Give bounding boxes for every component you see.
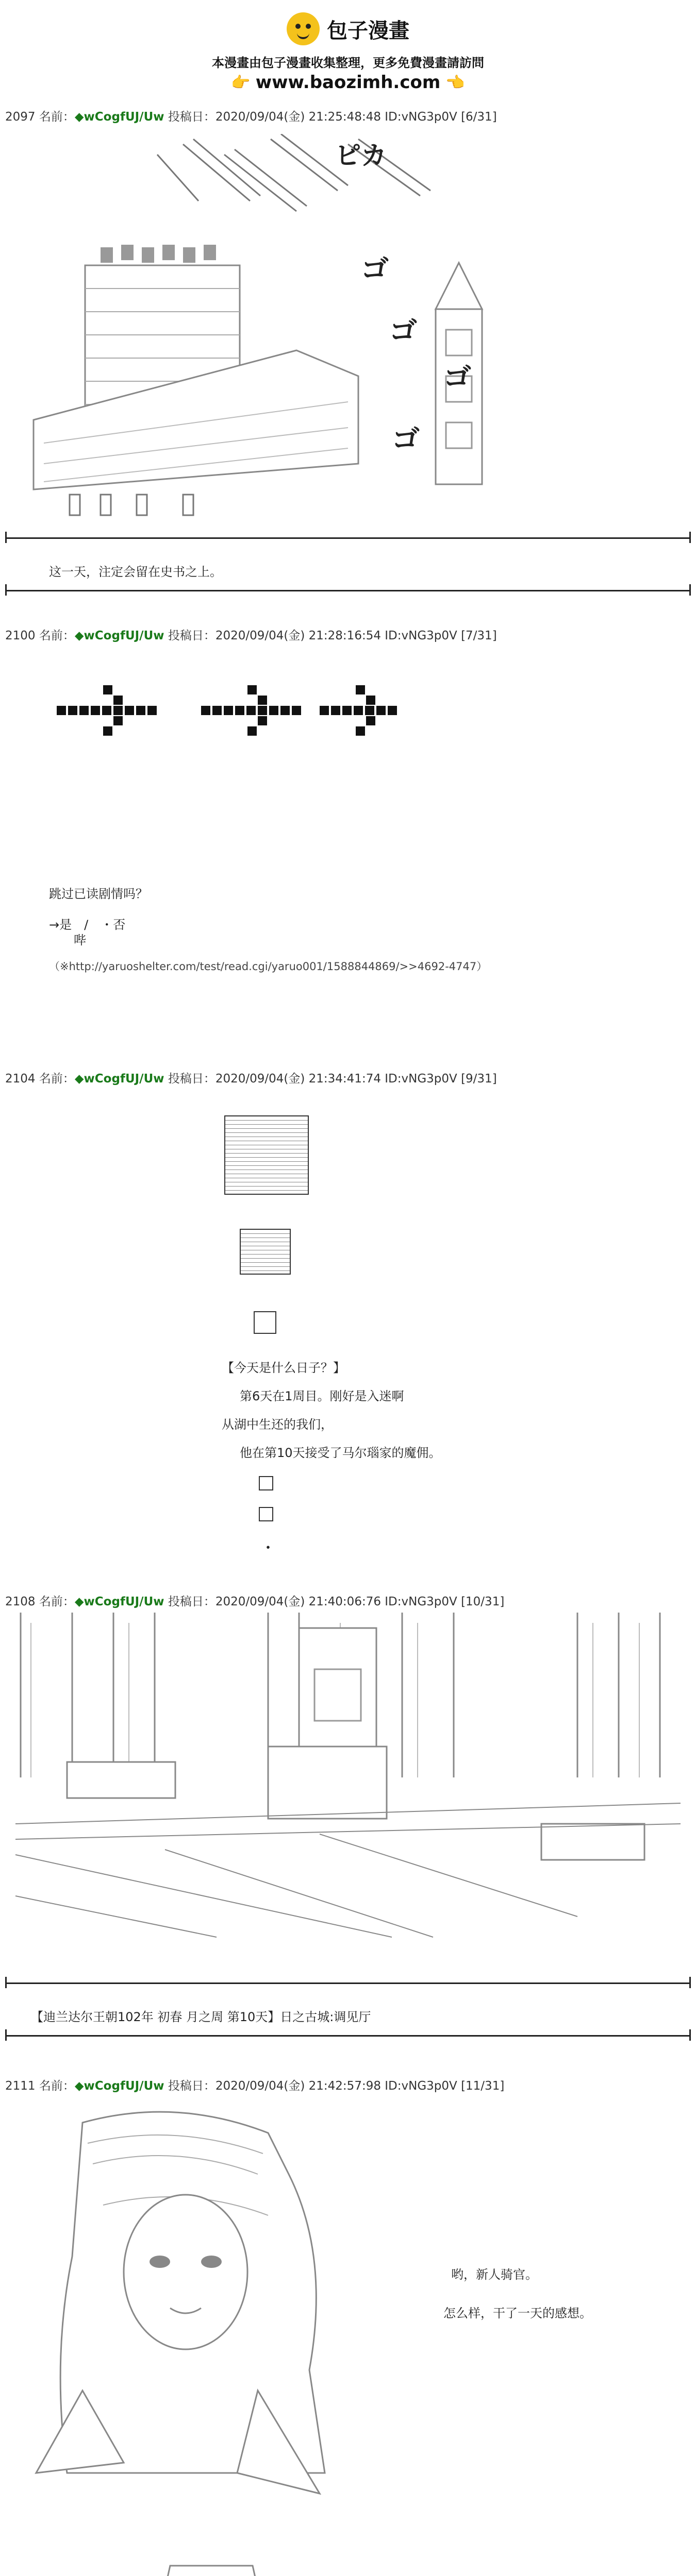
divider — [5, 2035, 691, 2037]
post-header — [5, 626, 497, 643]
post-author: ◆wCogfUJ/Uw — [74, 629, 164, 642]
audience-hall-ascii-art — [10, 1607, 686, 1968]
divider-end — [5, 1977, 7, 1988]
post-header — [5, 1592, 504, 1609]
pointing-right-icon: 👉 — [231, 73, 251, 92]
dialog-line: 哟，新人骑官。 — [451, 2267, 538, 2282]
sfx-flash: ピカ — [335, 141, 387, 171]
divider-end — [689, 584, 691, 596]
square-icon — [259, 1476, 273, 1490]
post-number[interactable]: 2104 — [5, 1072, 36, 1086]
post-author: ◆wCogfUJ/Uw — [74, 1072, 164, 1086]
divider-end — [689, 2029, 691, 2041]
divider — [5, 590, 691, 591]
dialog-sfx: 哔 — [49, 933, 86, 947]
post-number[interactable]: 2111 — [5, 2079, 36, 2093]
castle-ascii-art — [28, 134, 544, 531]
post-name-label: 名前： — [39, 110, 75, 124]
post-date: 投稿日：2020/09/04(金) 21:42:57:98 ID:vNG3p0V [11/31] — [168, 2079, 505, 2093]
logo-text: 包子漫畫 — [327, 19, 409, 43]
sfx-rumble: ゴ — [392, 423, 420, 455]
post-author: ◆wCogfUJ/Uw — [74, 2079, 164, 2093]
sfx-rumble: ゴ — [361, 253, 389, 285]
narration-text: 第6天在1周目。刚好是入迷啊 — [240, 1389, 404, 1403]
post-author: ◆wCogfUJ/Uw — [74, 1595, 164, 1608]
site-url[interactable]: www.baozimh.com — [255, 72, 441, 93]
banner-slogan: 本漫畫由包子漫畫收集整理，更多免費漫畫請訪問 — [212, 56, 484, 70]
site-url-row[interactable] — [0, 72, 696, 93]
ellipsis-dot: ・ — [260, 1539, 276, 1557]
source-link[interactable]: （※http://yaruoshelter.com/test/read.cgi/yaruo001/1588844869/>>4692-4747） — [49, 960, 488, 973]
post-name-label: 名前： — [39, 1072, 75, 1086]
post-date: 投稿日：2020/09/04(金) 21:40:06:76 ID:vNG3p0V [10/31] — [168, 1595, 505, 1608]
document-icon — [224, 1115, 309, 1195]
post-date: 投稿日：2020/09/04(金) 21:25:48:48 ID:vNG3p0V [6/31] — [168, 110, 497, 124]
site-banner — [0, 0, 696, 98]
post-name-label: 名前： — [39, 629, 75, 642]
post-name-label: 名前： — [39, 1595, 75, 1608]
divider — [5, 537, 691, 539]
document-icon — [240, 1229, 291, 1275]
narration-text: 这一天，注定会留在史书之上。 — [49, 565, 222, 579]
dialog-line: 怎么样，干了一天的感想。 — [443, 2306, 592, 2320]
sfx-rumble: ゴ — [443, 361, 471, 394]
square-icon — [259, 1507, 273, 1521]
divider-end — [689, 1977, 691, 1988]
logo-row — [0, 12, 696, 45]
dialog-question: 跳过已读剧情吗？ — [49, 887, 148, 901]
post-date: 投稿日：2020/09/04(金) 21:34:41:74 ID:vNG3p0V [9/31] — [168, 1072, 497, 1086]
post-number[interactable]: 2097 — [5, 110, 36, 124]
sfx-rumble: ゴ — [389, 315, 417, 347]
square-icon — [254, 1311, 276, 1334]
pixel-arrow-icon — [320, 685, 423, 747]
post-number[interactable]: 2108 — [5, 1595, 36, 1608]
divider-end — [5, 532, 7, 543]
pointing-left-icon: 👈 — [445, 73, 465, 92]
post-date: 投稿日：2020/09/04(金) 21:28:16:54 ID:vNG3p0V [7/31] — [168, 629, 497, 642]
divider-end — [5, 2029, 7, 2041]
pixel-arrow-icon — [201, 685, 304, 747]
post-number[interactable]: 2100 — [5, 629, 36, 642]
baozi-logo-icon — [287, 12, 320, 45]
narration-title: 【今天是什么日子？】 — [222, 1361, 345, 1375]
post-header — [5, 1069, 497, 1086]
narration-text: 他在第10天接受了马尔瑙家的魔佣。 — [240, 1446, 441, 1460]
post-header — [5, 107, 497, 124]
post-header — [5, 2076, 504, 2093]
post-name-label: 名前： — [39, 2079, 75, 2093]
divider-end — [5, 584, 7, 596]
divider-end — [689, 532, 691, 543]
dialog-choice[interactable]: →是 / ・否 — [49, 918, 126, 932]
character-ascii-art — [21, 2102, 433, 2576]
narration-text: 从湖中生还的我们， — [222, 1417, 333, 1432]
divider — [5, 1982, 691, 1984]
post-author: ◆wCogfUJ/Uw — [74, 110, 164, 124]
pixel-arrow-icon — [57, 685, 160, 747]
location-caption: 【迪兰达尔王朝102年 初春 月之周 第10天】日之古城:调见厅 — [31, 2010, 371, 2024]
